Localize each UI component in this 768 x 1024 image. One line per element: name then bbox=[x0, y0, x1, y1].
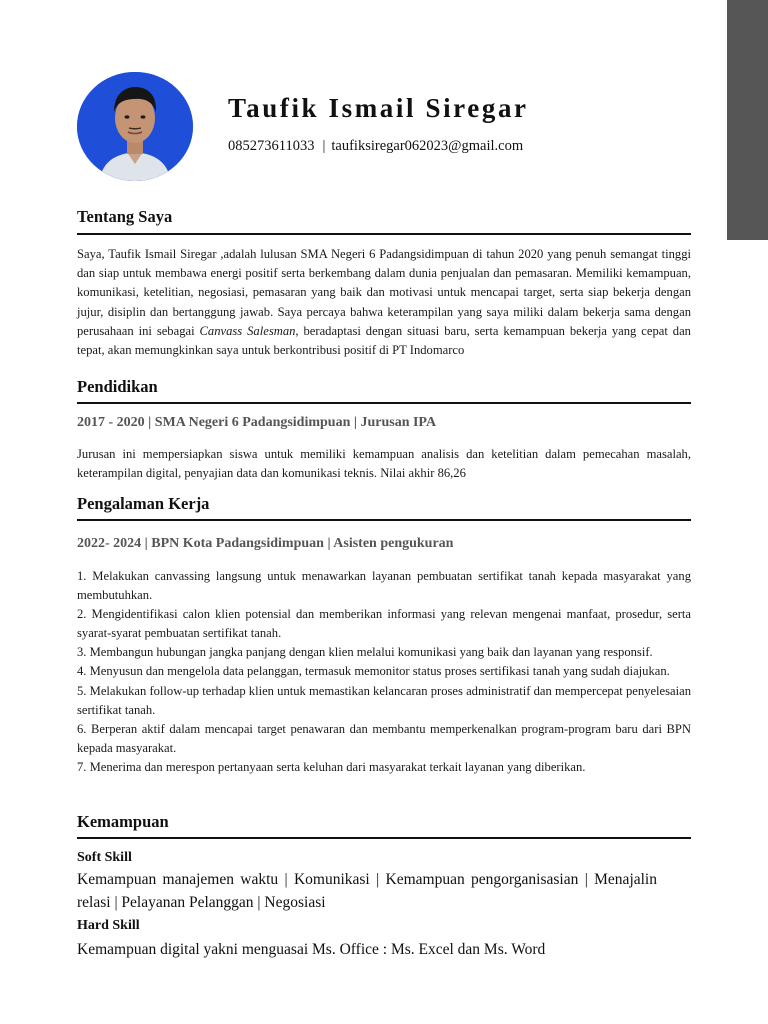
section-divider bbox=[77, 233, 691, 235]
hard-skill-text: Kemampuan digital yakni menguasai Ms. Office : Ms. Excel dan Ms. Word bbox=[77, 941, 546, 958]
about-text-start: Saya, Taufik Ismail Siregar ,adalah lulusan SMA Negeri 6 Padangsidimpuan di tahun 2020 yang penuh semangat tinggi dan siap untuk membawa energi positif serta berkembang dalam dunia penjualan dan pemasaran. Memiliki kemampuan, komunikasi, ketelitian, negosiasi, pemasaran yang baik dan motivasi untuk mencapai target, serta siap bekerja dengan jujur, disiplin dan bertanggung jawab. Saya percaya bahwa keterampilan yang saya miliki dalam bekerja sama dengan perusahaan ini sebagai bbox=[77, 247, 691, 338]
hard-skill-heading: Hard Skill bbox=[77, 918, 140, 933]
section-title-about: Tentang Saya bbox=[77, 207, 173, 226]
list-item: 1. Melakukan canvassing langsung untuk menawarkan layanan pembuatan sertifikat tanah kepada masyarakat yang membutuhkan. bbox=[77, 569, 691, 603]
phone-number: 085273611033 bbox=[228, 138, 315, 154]
email-address: taufiksiregar062023@gmail.com bbox=[331, 138, 524, 154]
soft-skill-heading: Soft Skill bbox=[77, 850, 132, 865]
section-divider bbox=[77, 519, 691, 521]
about-text-italic: Canvass Salesman bbox=[199, 323, 296, 338]
about-paragraph bbox=[77, 245, 691, 360]
section-title-skills: Kemampuan bbox=[77, 812, 169, 831]
list-item: 4. Menyusun dan mengelola data pelanggan, termasuk memonitor status proses sertifikasi tanah yang sudah diajukan. bbox=[77, 664, 670, 679]
about-text-end: , beradaptasi dengan situasi baru, serta kemampuan bekerja yang cepat dan tepat, akan memungkinkan saya untuk berkontribusi positif di PT Indomarco bbox=[77, 323, 691, 358]
soft-skill-text: Kemampuan manajemen waktu | Komunikasi | Kemampuan pengorganisasian | Menajalin relasi | Pelayanan Pelanggan | Negosiasi bbox=[77, 871, 657, 911]
decorative-side-bar bbox=[727, 0, 768, 240]
contact-separator: | bbox=[322, 138, 326, 154]
experience-list bbox=[77, 567, 691, 777]
section-divider bbox=[77, 402, 691, 404]
list-item: 3. Membangun hubungan jangka panjang dengan klien melalui komunikasi yang baik dan layanan yang responsif. bbox=[77, 645, 653, 660]
section-title-education: Pendidikan bbox=[77, 377, 158, 396]
candidate-name: Taufik Ismail Siregar bbox=[228, 93, 529, 123]
list-item: 7. Menerima dan merespon pertanyaan serta keluhan dari masyarakat terkait layanan yang diberikan. bbox=[77, 759, 586, 774]
list-item: 2. Mengidentifikasi calon klien potensial dan memberikan informasi yang relevan mengenai manfaat, prosedur, serta syarat-syarat pembuatan sertifikat tanah. bbox=[77, 607, 691, 641]
profile-photo bbox=[77, 72, 193, 181]
education-entry-heading: 2017 - 2020 | SMA Negeri 6 Padangsidimpuan | Jurusan IPA bbox=[77, 415, 437, 430]
section-title-experience: Pengalaman Kerja bbox=[77, 494, 210, 513]
list-item: 5. Melakukan follow-up terhadap klien untuk memastikan kelancaran proses administratif dan mempercepat penyelesaian sertifikat tanah. bbox=[77, 683, 691, 717]
contact-line bbox=[228, 138, 523, 155]
section-divider bbox=[77, 837, 691, 839]
education-description: Jurusan ini mempersiapkan siswa untuk memiliki kemampuan analisis dan ketelitian dalam pemecahan masalah, keterampilan digital, penyajian data dan komunikasi teknis. Nilai akhir 86,26 bbox=[77, 447, 691, 481]
list-item: 6. Berperan aktif dalam mencapai target penawaran dan membantu memperkenalkan program-program baru dari BPN kepada masyarakat. bbox=[77, 721, 691, 755]
experience-entry-heading: 2022- 2024 | BPN Kota Padangsidimpuan | Asisten pengukuran bbox=[77, 536, 454, 551]
